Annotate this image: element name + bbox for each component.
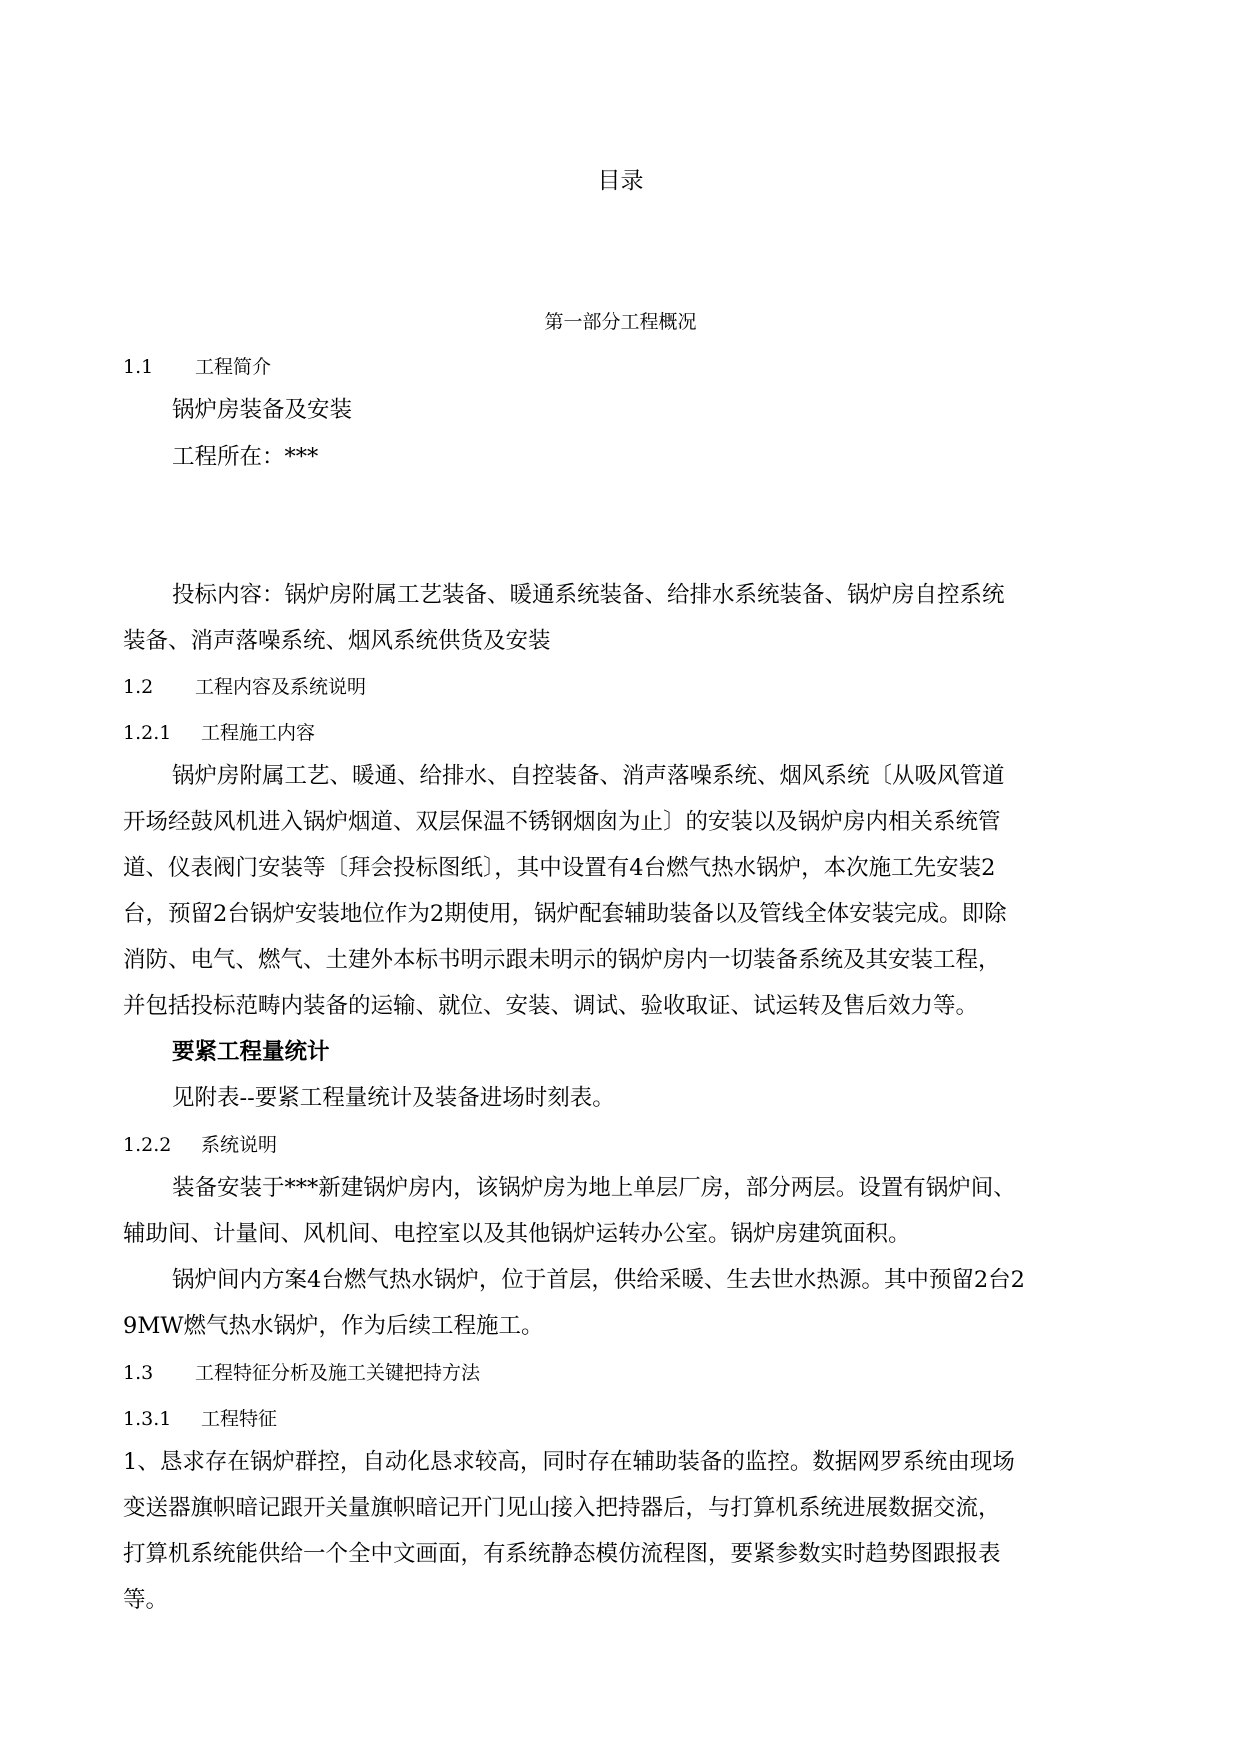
subheading-quantity-statistics: 要紧工程量统计 bbox=[172, 1039, 330, 1065]
section-heading-1-2-1 bbox=[123, 724, 315, 743]
section-number: 1.2 bbox=[123, 676, 154, 698]
part-title: 第一部分工程概况 bbox=[544, 311, 697, 333]
paragraph-line: 并包括投标范畴内装备的运输、就位、安装、调试、验收取证、试运转及售后效力等。 bbox=[123, 993, 979, 1019]
section-heading-1-2 bbox=[123, 678, 366, 697]
section-title: 系统说明 bbox=[201, 1134, 278, 1156]
section-title: 工程简介 bbox=[195, 356, 272, 378]
section-number: 1.3.1 bbox=[123, 1408, 172, 1430]
paragraph-line: 锅炉间内方案4台燃气热水锅炉，位于首层，供给采暖、生去世水热源。其中预留2台2 bbox=[172, 1267, 1025, 1293]
paragraph-line: 9MW燃气热水锅炉，作为后续工程施工。 bbox=[123, 1313, 544, 1339]
document-title: 目录 bbox=[597, 168, 644, 194]
paragraph-line: 开场经鼓风机进入锅炉烟道、双层保温不锈钢烟囱为止〕的安装以及锅炉房内相关系统管 bbox=[123, 809, 1001, 835]
paragraph-line: 道、仪表阀门安装等〔拜会投标图纸〕，其中设置有4台燃气热水锅炉，本次施工先安装2 bbox=[123, 855, 996, 881]
paragraph-line: 辅助间、计量间、风机间、电控室以及其他锅炉运转办公室。锅炉房建筑面积。 bbox=[123, 1221, 911, 1247]
paragraph-line: 台，预留2台锅炉安装地位作为2期使用，锅炉配套辅助装备以及管线全体安装完成。即除 bbox=[123, 901, 1007, 927]
paragraph-line: 锅炉房装备及安装 bbox=[172, 397, 353, 423]
paragraph-line: 消防、电气、燃气、土建外本标书明示跟未明示的锅炉房内一切装备系统及其安装工程， bbox=[123, 947, 1001, 973]
paragraph-line: 见附表--要紧工程量统计及装备进场时刻表。 bbox=[172, 1085, 615, 1111]
paragraph-line: 等。 bbox=[123, 1587, 169, 1613]
paragraph-line: 锅炉房附属工艺、暖通、给排水、自控装备、消声落噪系统、烟风系统〔从吸风管道 bbox=[172, 763, 1005, 789]
paragraph-line: 装备、消声落噪系统、烟风系统供货及安装 bbox=[123, 628, 551, 654]
section-title: 工程特征分析及施工关键把持方法 bbox=[195, 1362, 481, 1384]
section-number: 1.1 bbox=[123, 356, 154, 378]
section-heading-1-3-1 bbox=[123, 1410, 277, 1429]
section-title: 工程特征 bbox=[201, 1408, 278, 1430]
paragraph-line: 打算机系统能供给一个全中文画面，有系统静态模仿流程图，要紧参数实时趋势图跟报表 bbox=[123, 1541, 1001, 1567]
paragraph-line: 投标内容：锅炉房附属工艺装备、暖通系统装备、给排水系统装备、锅炉房自控系统 bbox=[172, 582, 1005, 608]
section-number: 1.2.2 bbox=[123, 1134, 172, 1156]
paragraph-line: 工程所在：*** bbox=[172, 444, 319, 470]
section-number: 1.2.1 bbox=[123, 722, 172, 744]
section-title: 工程施工内容 bbox=[201, 722, 316, 744]
paragraph-line: 1、恳求存在锅炉群控，自动化恳求较高，同时存在辅助装备的监控。数据网罗系统由现场 bbox=[123, 1449, 1015, 1475]
section-title: 工程内容及系统说明 bbox=[195, 676, 367, 698]
section-heading-1-2-2 bbox=[123, 1136, 277, 1155]
section-heading-1-1 bbox=[123, 358, 271, 377]
section-number: 1.3 bbox=[123, 1362, 154, 1384]
paragraph-line: 装备安装于***新建锅炉房内，该锅炉房为地上单层厂房，部分两层。设置有锅炉间、 bbox=[172, 1175, 1016, 1201]
section-heading-1-3 bbox=[123, 1364, 480, 1383]
paragraph-line: 变送器旗帜暗记跟开关量旗帜暗记开门见山接入把持器后，与打算机系统进展数据交流， bbox=[123, 1495, 1001, 1521]
